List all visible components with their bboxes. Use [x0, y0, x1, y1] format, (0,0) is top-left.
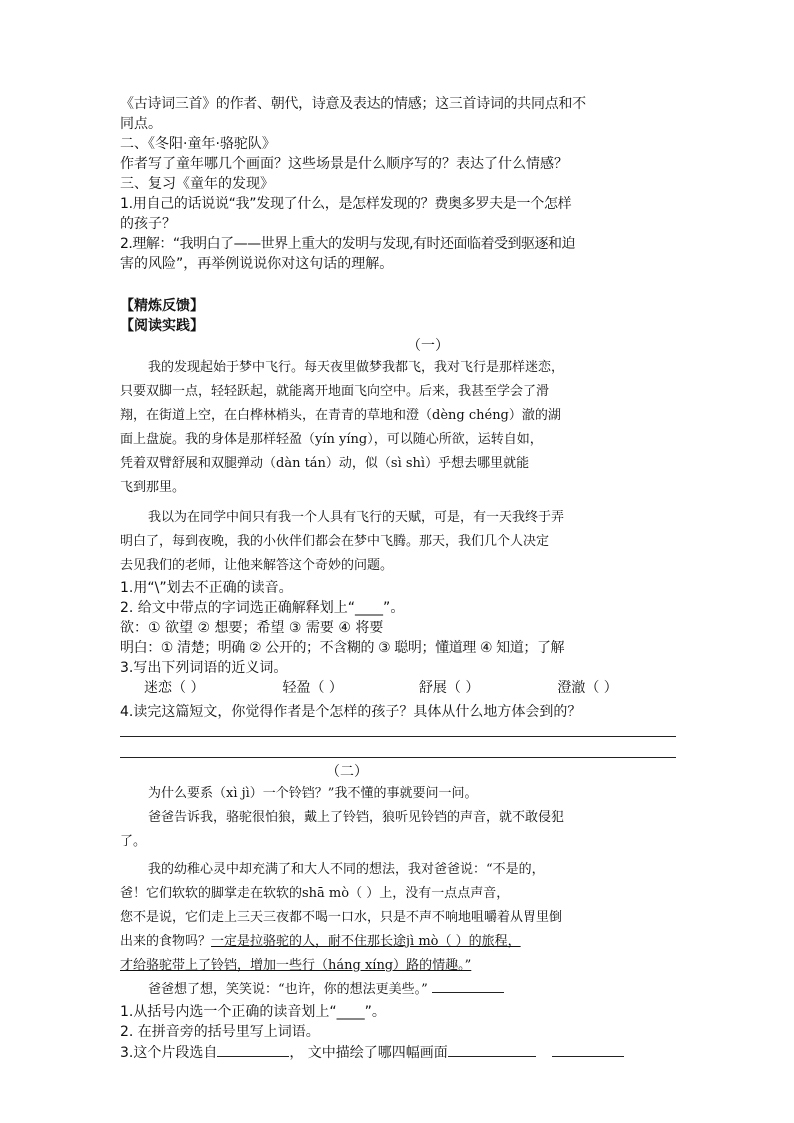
review-heading: 二、《冬阳·童年·骆驼队》 — [120, 136, 276, 152]
passage2-line: 了。 — [120, 834, 147, 849]
answer-blank[interactable] — [552, 1042, 624, 1057]
answer-blank[interactable] — [217, 1042, 289, 1057]
answer-line[interactable] — [120, 736, 676, 737]
passage1-line: 面上盘旋。我的身体是那样轻盈（yín yíng），可以随心所欲，运转自如， — [120, 432, 543, 447]
question-text: 3.这个片段选自 — [120, 1045, 218, 1061]
answer-blank[interactable] — [432, 978, 504, 993]
underlined-sentence: 才给骆驼带上了铃铛，增加一些行（háng xíng）路的情趣。” — [120, 958, 472, 973]
passage1-line: 翔，在街道上空，在白桦林梢头，在青青的草地和澄（dèng chéng）澈的湖 — [120, 408, 561, 423]
passage1-line: 我的发现起始于梦中飞行。每天夜里做梦我都飞，我对飞行是那样迷恋， — [148, 360, 565, 375]
passage2-line: 您不是说，它们走上三天三夜都不喝一口水，只是不声不响地咀嚼着从胃里倒 — [120, 910, 563, 925]
passage2-number: （二） — [326, 764, 368, 780]
review-heading: 三、复习《童年的发现》 — [120, 176, 274, 192]
question-3: 3.写出下列词语的近义词。 — [120, 660, 288, 676]
passage1-line: 明白了，每到夜晚，我的小伙伴们都会在梦中飞腾。那天，我们几个人决定 — [120, 534, 550, 549]
worksheet-page — [120, 94, 676, 1063]
answer-blank[interactable] — [448, 1042, 536, 1057]
passage1-line: 我以为在同学中间只有我一个人具有飞行的天赋，可是，有一天我终于弄 — [148, 510, 565, 525]
passage2-line: 我的幼稚心灵中却充满了和大人不同的想法，我对爸爸说：“不是的， — [148, 862, 545, 877]
review-line: 1.用自己的话说说“我”发现了什么，是怎样发现的？费奥多罗夫是一个怎样 — [120, 196, 572, 212]
passage1-line: 去见我们的老师，让他来解答这个奇妙的问题。 — [120, 558, 394, 573]
section-reading-heading: 【阅读实践】 — [120, 318, 204, 334]
question-text: ， 文中描绘了哪四幅画面 — [289, 1045, 448, 1061]
passage1-line: 只要双脚一点，轻轻跃起，就能离开地面飞向空中。后来，我甚至学会了滑 — [120, 384, 550, 399]
passage2-question-2: 2. 在拼音旁的括号里写上词语。 — [120, 1024, 320, 1040]
passage2-question-3 — [120, 1042, 676, 1063]
passage2-line: 为什么要系（xì jì）一个铃铛？”我不懂的事就要问一问。 — [148, 786, 478, 801]
passage2-line — [120, 930, 676, 954]
review-line: 同点。 — [120, 116, 162, 132]
synonym-blank[interactable]: 舒展（ ） — [418, 680, 480, 696]
question-2-option-yu: 欲：① 欲望 ② 想要；希望 ③ 需要 ④ 将要 — [120, 620, 384, 636]
review-line: 作者写了童年哪几个画面？这些场景是什么顺序写的？表达了什么情感？ — [120, 156, 568, 172]
passage2-line: 爸爸告诉我，骆驼很怕狼，戴上了铃铛，狼听见铃铛的声音，就不敢侵犯 — [148, 810, 565, 825]
passage2-text: 爸爸想了想，笑笑说：“也许，你的想法更美些。” — [148, 982, 428, 997]
review-line: 2.理解：“我明白了——世界上重大的发明与发现,有时还面临着受到驱逐和迫 — [120, 236, 576, 252]
answer-line[interactable] — [120, 757, 676, 758]
synonym-blank[interactable]: 澄澈（ ） — [557, 680, 618, 696]
passage2-text: 出来的食物吗？ — [120, 934, 212, 949]
underlined-sentence: 一定是拉骆驼的人，耐不住那长途jì mò（ ）的旅程， — [211, 934, 521, 949]
question-1: 1.用“\”划去不正确的读音。 — [120, 580, 293, 596]
synonym-blank[interactable]: 迷恋（ ） — [144, 680, 205, 696]
passage1-line: 凭着双臂舒展和双腿弹动（dàn tán）动，似（sì shì）乎想去哪里就能 — [120, 456, 530, 471]
synonym-row — [120, 678, 676, 698]
passage2-line — [120, 978, 676, 1002]
section-feedback-heading: 【精炼反馈】 — [120, 298, 204, 314]
passage1-number: （一） — [407, 338, 449, 354]
passage2-question-1: 1.从括号内选一个正确的读音划上“____”。 — [120, 1004, 386, 1020]
passage1-line: 飞到那里。 — [120, 480, 186, 495]
passage2-line: 爸！它们软软的脚掌走在软软的shā mò（ ）上，没有一点点声音， — [120, 886, 510, 901]
review-line: 害的风险”，再举例说说你对这句话的理解。 — [120, 256, 394, 272]
review-line: 《古诗词三首》的作者、朝代，诗意及表达的情感；这三首诗词的共同点和不 — [120, 96, 586, 112]
review-line: 的孩子？ — [120, 216, 176, 232]
question-2: 2. 给文中带点的字词选正确解释划上“____”。 — [120, 600, 405, 616]
synonym-blank[interactable]: 轻盈（ ） — [282, 680, 343, 696]
question-2-option-mingbai: 明白：① 清楚；明确 ② 公开的；不含糊的 ③ 聪明；懂道理 ④ 知道；了解 — [120, 640, 565, 656]
question-4: 4.读完这篇短文，你觉得作者是个怎样的孩子？具体从什么地方体会到的？ — [120, 704, 582, 720]
